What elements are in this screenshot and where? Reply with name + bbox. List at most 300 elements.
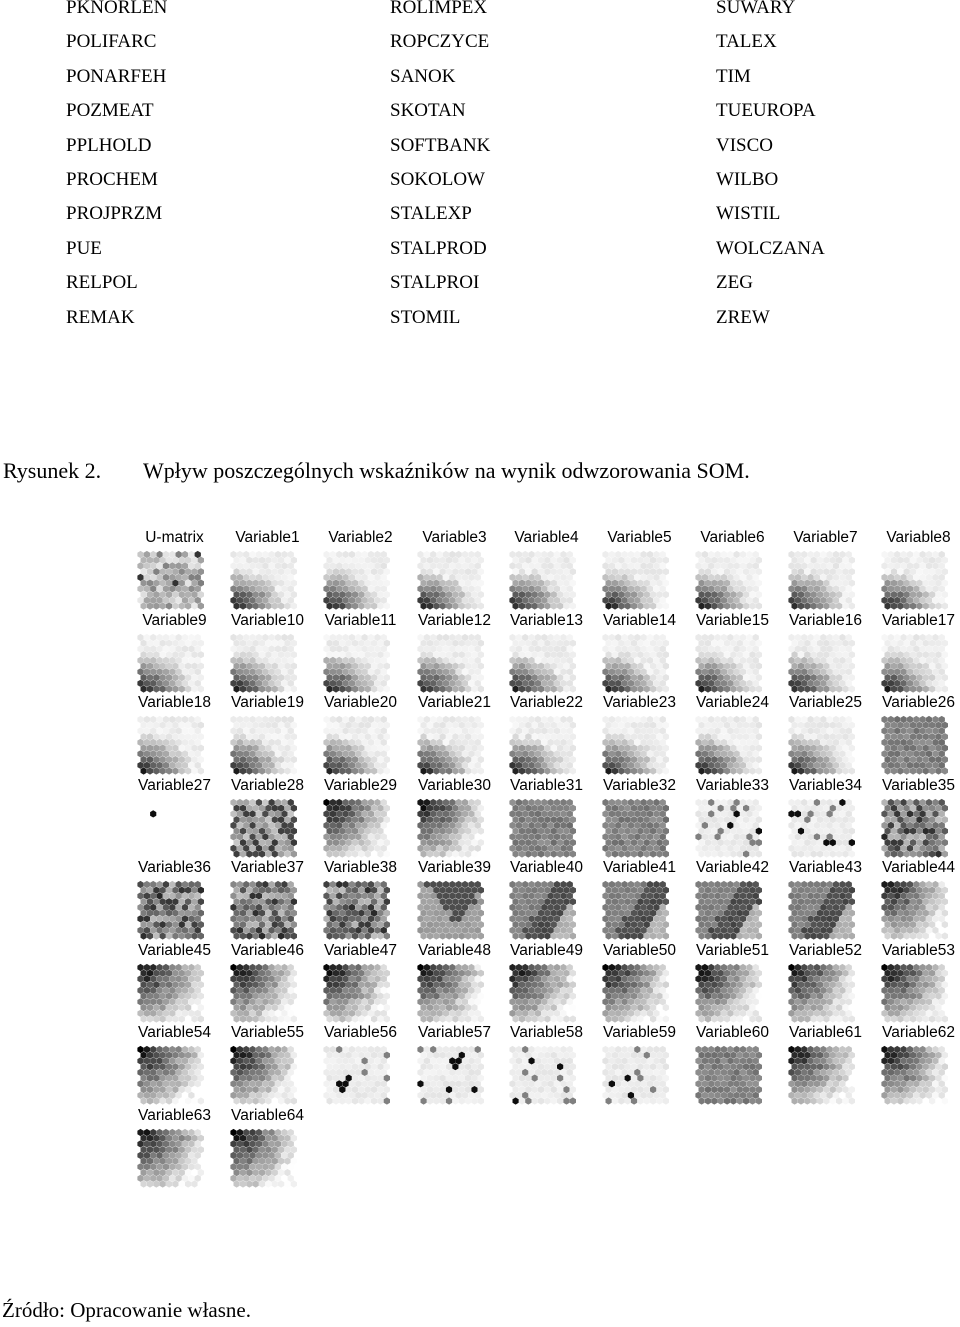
som-hex-cell bbox=[939, 657, 945, 664]
som-hex-cell bbox=[622, 727, 628, 734]
som-hex-cell bbox=[160, 887, 166, 894]
som-hex-cell bbox=[362, 657, 368, 664]
som-hex-cell bbox=[323, 927, 329, 934]
som-hex-cell bbox=[631, 557, 637, 564]
som-hex-cell bbox=[602, 551, 608, 558]
som-hex-cell bbox=[230, 927, 236, 934]
som-hex-cell bbox=[570, 640, 576, 647]
som-hex-cell bbox=[243, 551, 249, 558]
som-hex-cell bbox=[839, 762, 845, 769]
som-hex-cell bbox=[715, 762, 721, 769]
som-hex-cell bbox=[449, 668, 455, 675]
som-hex-cell bbox=[157, 634, 163, 641]
som-hex-cell bbox=[440, 674, 446, 681]
som-hex-cell bbox=[942, 580, 948, 587]
som-hex-cell bbox=[631, 932, 637, 939]
som-hex-cell bbox=[727, 585, 733, 592]
som-hex-cell bbox=[801, 739, 807, 746]
som-hex-cell bbox=[551, 685, 557, 692]
som-hex-cell bbox=[631, 733, 637, 740]
som-hex-cell bbox=[424, 892, 430, 899]
som-hex-cell bbox=[888, 645, 894, 652]
som-hex-cell bbox=[916, 816, 922, 823]
som-hex-cell bbox=[459, 932, 465, 939]
som-hex-cell bbox=[336, 585, 342, 592]
som-hex-cell bbox=[452, 591, 458, 598]
som-hex-cell bbox=[734, 668, 740, 675]
som-hex-cell bbox=[544, 828, 550, 835]
som-hex-cell bbox=[618, 921, 624, 928]
som-hex-cell bbox=[275, 1010, 281, 1017]
som-hex-cell bbox=[634, 915, 640, 922]
som-hex-cell bbox=[647, 799, 653, 806]
som-hex-cell bbox=[262, 762, 268, 769]
som-hex-cell bbox=[606, 932, 612, 939]
som-hex-cell bbox=[820, 762, 826, 769]
som-hex-cell bbox=[618, 828, 624, 835]
som-hex-cell bbox=[234, 898, 240, 905]
som-hex-cell bbox=[663, 767, 669, 774]
som-hex-cell bbox=[368, 998, 374, 1005]
som-hex-cell bbox=[462, 810, 468, 817]
som-hex-cell bbox=[191, 756, 197, 763]
som-hex-cell bbox=[365, 1004, 371, 1011]
som-hex-cell bbox=[846, 927, 852, 934]
som-hex-cell bbox=[727, 799, 733, 806]
som-hex-cell bbox=[650, 898, 656, 905]
som-hex-cell bbox=[336, 716, 342, 723]
som-hex-cell bbox=[462, 727, 468, 734]
som-hex-cell bbox=[753, 750, 759, 757]
som-hex-cell bbox=[381, 645, 387, 652]
som-hex-cell bbox=[377, 981, 383, 988]
som-hex-cell bbox=[198, 805, 204, 812]
som-hex-cell bbox=[262, 716, 268, 723]
som-hex-cell bbox=[541, 762, 547, 769]
som-hex-cell bbox=[702, 904, 708, 911]
som-hex-cell bbox=[157, 551, 163, 558]
som-hex-cell bbox=[833, 585, 839, 592]
som-hex-cell bbox=[535, 810, 541, 817]
som-hex-cell bbox=[756, 685, 762, 692]
som-hex-cell bbox=[734, 762, 740, 769]
som-hex-cell bbox=[708, 597, 714, 604]
som-hex-cell bbox=[746, 833, 752, 840]
som-hex-cell bbox=[753, 845, 759, 852]
som-hex-cell bbox=[897, 745, 903, 752]
som-hex-cell bbox=[141, 1004, 147, 1011]
som-hex-cell bbox=[144, 987, 150, 994]
som-hex-cell bbox=[798, 685, 804, 692]
som-hex-cell bbox=[544, 932, 550, 939]
som-hex-cell bbox=[281, 668, 287, 675]
som-hex-cell bbox=[663, 674, 669, 681]
som-hex-cell bbox=[695, 915, 701, 922]
som-hex-cell bbox=[269, 562, 275, 569]
som-hex-cell bbox=[509, 892, 515, 899]
som-hex-cell bbox=[920, 668, 926, 675]
som-hex-cell bbox=[842, 674, 848, 681]
som-hex-cell bbox=[440, 602, 446, 609]
som-hex-cell bbox=[374, 927, 380, 934]
som-panel bbox=[314, 942, 407, 1024]
som-hex-cell bbox=[240, 674, 246, 681]
som-hex-cell bbox=[932, 799, 938, 806]
som-hex-cell bbox=[362, 904, 368, 911]
som-hex-cell bbox=[198, 932, 204, 939]
som-hex-cell bbox=[663, 557, 669, 564]
som-hex-cell bbox=[660, 881, 666, 888]
som-hex-cell bbox=[327, 887, 333, 894]
som-hex-cell bbox=[259, 640, 265, 647]
som-hex-cell bbox=[157, 927, 163, 934]
som-hex-cell bbox=[904, 640, 910, 647]
som-hex-cell bbox=[663, 591, 669, 598]
som-hex-cell bbox=[166, 981, 172, 988]
som-hex-cell bbox=[519, 816, 525, 823]
som-hex-cell bbox=[904, 805, 910, 812]
som-hex-cell bbox=[163, 762, 169, 769]
som-hex-map bbox=[137, 964, 207, 1025]
som-hex-cell bbox=[836, 651, 842, 658]
som-hex-cell bbox=[440, 910, 446, 917]
som-hex-cell bbox=[259, 651, 265, 658]
som-hex-cell bbox=[920, 680, 926, 687]
som-panel bbox=[872, 529, 960, 611]
som-hex-cell bbox=[721, 585, 727, 592]
som-hex-cell bbox=[475, 927, 481, 934]
som-hex-cell bbox=[910, 722, 916, 729]
som-hex-cell bbox=[471, 887, 477, 894]
som-hex-cell bbox=[634, 750, 640, 757]
som-hex-cell bbox=[284, 839, 290, 846]
som-hex-cell bbox=[141, 651, 147, 658]
som-hex-cell bbox=[358, 993, 364, 1000]
som-hex-cell bbox=[281, 680, 287, 687]
som-hex-cell bbox=[842, 557, 848, 564]
som-hex-cell bbox=[814, 739, 820, 746]
som-hex-cell bbox=[452, 910, 458, 917]
som-hex-cell bbox=[535, 585, 541, 592]
som-hex-cell bbox=[433, 663, 439, 670]
som-hex-cell bbox=[284, 993, 290, 1000]
som-hex-cell bbox=[792, 839, 798, 846]
som-hex-cell bbox=[513, 557, 519, 564]
som-hex-cell bbox=[240, 663, 246, 670]
som-hex-cell bbox=[371, 805, 377, 812]
som-hex-cell bbox=[384, 580, 390, 587]
som-hex-cell bbox=[827, 551, 833, 558]
som-hex-cell bbox=[272, 756, 278, 763]
som-hex-cell bbox=[885, 568, 891, 575]
som-hex-cell bbox=[272, 651, 278, 658]
som-hex-cell bbox=[253, 767, 259, 774]
som-hex-cell bbox=[172, 932, 178, 939]
som-hex-cell bbox=[368, 822, 374, 829]
som-hex-cell bbox=[513, 767, 519, 774]
som-hex-cell bbox=[606, 685, 612, 692]
som-hex-cell bbox=[346, 591, 352, 598]
som-hex-cell bbox=[262, 657, 268, 664]
som-hex-cell bbox=[462, 927, 468, 934]
som-hex-cell bbox=[926, 634, 932, 641]
som-hex-cell bbox=[801, 585, 807, 592]
som-hex-cell bbox=[278, 828, 284, 835]
som-hex-cell bbox=[358, 981, 364, 988]
som-hex-cell bbox=[622, 562, 628, 569]
som-hex-cell bbox=[788, 822, 794, 829]
som-hex-cell bbox=[823, 557, 829, 564]
som-hex-cell bbox=[355, 822, 361, 829]
som-hex-cell bbox=[910, 674, 916, 681]
som-hex-cell bbox=[839, 727, 845, 734]
som-hex-cell bbox=[570, 591, 576, 598]
som-hex-cell bbox=[179, 816, 185, 823]
som-hex-cell bbox=[443, 904, 449, 911]
som-hex-cell bbox=[272, 1004, 278, 1011]
som-hex-cell bbox=[653, 634, 659, 641]
som-hex-cell bbox=[185, 993, 191, 1000]
som-hex-cell bbox=[570, 674, 576, 681]
som-hex-cell bbox=[695, 822, 701, 829]
som-hex-cell bbox=[913, 645, 919, 652]
som-hex-cell bbox=[462, 597, 468, 604]
som-hex-cell bbox=[230, 585, 236, 592]
som-hex-cell bbox=[910, 767, 916, 774]
som-hex-cell bbox=[522, 833, 528, 840]
som-hex-cell bbox=[570, 816, 576, 823]
som-hex-cell bbox=[641, 915, 647, 922]
som-hex-cell bbox=[634, 585, 640, 592]
som-hex-cell bbox=[176, 881, 182, 888]
som-hex-cell bbox=[881, 668, 887, 675]
som-hex-cell bbox=[427, 932, 433, 939]
som-hex-cell bbox=[188, 927, 194, 934]
som-hex-cell bbox=[913, 810, 919, 817]
som-hex-cell bbox=[327, 733, 333, 740]
som-hex-cell bbox=[804, 805, 810, 812]
som-hex-cell bbox=[557, 745, 563, 752]
som-hex-cell bbox=[281, 904, 287, 911]
company-name: ROLIMPEX bbox=[390, 0, 488, 18]
som-hex-cell bbox=[237, 762, 243, 769]
som-hex-cell bbox=[942, 828, 948, 835]
som-hex-cell bbox=[256, 833, 262, 840]
som-hex-cell bbox=[327, 1004, 333, 1011]
som-hex-cell bbox=[702, 634, 708, 641]
som-hex-cell bbox=[150, 680, 156, 687]
som-hex-cell bbox=[449, 750, 455, 757]
som-hex-cell bbox=[711, 663, 717, 670]
som-hex-cell bbox=[288, 810, 294, 817]
som-hex-cell bbox=[637, 910, 643, 917]
som-hex-cell bbox=[612, 733, 618, 740]
som-hex-cell bbox=[708, 727, 714, 734]
som-hex-cell bbox=[538, 828, 544, 835]
som-hex-cell bbox=[702, 562, 708, 569]
som-hex-cell bbox=[808, 904, 814, 911]
som-hex-cell bbox=[567, 645, 573, 652]
som-hex-cell bbox=[462, 657, 468, 664]
som-hex-cell bbox=[939, 927, 945, 934]
som-hex-cell bbox=[272, 557, 278, 564]
som-hex-cell bbox=[910, 932, 916, 939]
som-hex-cell bbox=[237, 904, 243, 911]
som-hex-cell bbox=[711, 674, 717, 681]
som-hex-cell bbox=[333, 816, 339, 823]
som-hex-cell bbox=[153, 993, 159, 1000]
som-hex-cell bbox=[358, 910, 364, 917]
som-hex-cell bbox=[894, 810, 900, 817]
som-hex-cell bbox=[904, 651, 910, 658]
som-hex-cell bbox=[904, 602, 910, 609]
som-hex-cell bbox=[737, 651, 743, 658]
som-hex-cell bbox=[272, 685, 278, 692]
som-hex-cell bbox=[150, 822, 156, 829]
som-hex-cell bbox=[820, 892, 826, 899]
som-hex-cell bbox=[897, 850, 903, 857]
som-hex-cell bbox=[468, 892, 474, 899]
som-hex-cell bbox=[743, 839, 749, 846]
som-hex-cell bbox=[355, 668, 361, 675]
som-hex-cell bbox=[724, 580, 730, 587]
som-hex-cell bbox=[513, 602, 519, 609]
som-hex-cell bbox=[811, 685, 817, 692]
som-hex-cell bbox=[708, 822, 714, 829]
som-hex-cell bbox=[541, 551, 547, 558]
som-hex-cell bbox=[281, 881, 287, 888]
som-hex-cell bbox=[433, 932, 439, 939]
som-hex-cell bbox=[475, 551, 481, 558]
som-hex-cell bbox=[901, 727, 907, 734]
som-hex-cell bbox=[702, 881, 708, 888]
som-hex-cell bbox=[817, 568, 823, 575]
som-hex-cell bbox=[615, 551, 621, 558]
som-hex-cell bbox=[172, 993, 178, 1000]
som-hex-cell bbox=[169, 585, 175, 592]
som-hex-cell bbox=[288, 799, 294, 806]
som-hex-cell bbox=[509, 822, 515, 829]
som-hex-cell bbox=[801, 562, 807, 569]
som-hex-map bbox=[695, 634, 765, 695]
som-hex-cell bbox=[346, 1004, 352, 1011]
som-hex-cell bbox=[330, 833, 336, 840]
som-hex-cell bbox=[522, 762, 528, 769]
som-hex-cell bbox=[535, 597, 541, 604]
som-hex-cell bbox=[894, 845, 900, 852]
som-hex-cell bbox=[885, 557, 891, 564]
som-hex-cell bbox=[923, 722, 929, 729]
som-hex-cell bbox=[563, 722, 569, 729]
som-hex-cell bbox=[265, 756, 271, 763]
som-hex-cell bbox=[465, 733, 471, 740]
som-hex-cell bbox=[471, 839, 477, 846]
som-hex-cell bbox=[746, 634, 752, 641]
som-hex-map bbox=[230, 551, 300, 612]
som-hex-cell bbox=[891, 651, 897, 658]
som-hex-cell bbox=[628, 727, 634, 734]
som-hex-cell bbox=[830, 756, 836, 763]
som-hex-cell bbox=[471, 921, 477, 928]
som-hex-cell bbox=[443, 645, 449, 652]
som-hex-cell bbox=[535, 657, 541, 664]
som-hex-cell bbox=[381, 585, 387, 592]
som-hex-cell bbox=[532, 568, 538, 575]
som-hex-cell bbox=[195, 799, 201, 806]
som-hex-cell bbox=[381, 987, 387, 994]
som-hex-cell bbox=[182, 927, 188, 934]
som-hex-cell bbox=[278, 805, 284, 812]
som-hex-cell bbox=[327, 910, 333, 917]
som-hex-cell bbox=[740, 762, 746, 769]
som-hex-cell bbox=[724, 850, 730, 857]
som-hex-cell bbox=[275, 597, 281, 604]
som-hex-cell bbox=[179, 970, 185, 977]
company-name: PROJPRZM bbox=[66, 203, 163, 225]
som-hex-cell bbox=[650, 722, 656, 729]
som-hex-cell bbox=[711, 591, 717, 598]
som-hex-cell bbox=[256, 716, 262, 723]
som-hex-cell bbox=[336, 833, 342, 840]
som-hex-cell bbox=[631, 745, 637, 752]
som-hex-cell bbox=[743, 921, 749, 928]
som-hex-cell bbox=[176, 727, 182, 734]
som-hex-cell bbox=[519, 663, 525, 670]
som-hex-cell bbox=[150, 927, 156, 934]
som-hex-cell bbox=[182, 998, 188, 1005]
som-hex-cell bbox=[137, 680, 143, 687]
som-hex-cell bbox=[284, 557, 290, 564]
som-hex-cell bbox=[250, 799, 256, 806]
som-hex-cell bbox=[272, 722, 278, 729]
som-hex-cell bbox=[746, 585, 752, 592]
som-hex-cell bbox=[538, 816, 544, 823]
som-hex-cell bbox=[509, 927, 515, 934]
som-hex-cell bbox=[288, 562, 294, 569]
som-hex-cell bbox=[365, 1015, 371, 1022]
som-hex-cell bbox=[374, 904, 380, 911]
som-hex-cell bbox=[160, 602, 166, 609]
som-hex-cell bbox=[823, 602, 829, 609]
som-hex-cell bbox=[516, 551, 522, 558]
som-hex-cell bbox=[195, 574, 201, 581]
som-hex-cell bbox=[468, 750, 474, 757]
som-hex-cell bbox=[150, 998, 156, 1005]
som-hex-cell bbox=[336, 1010, 342, 1017]
som-hex-cell bbox=[842, 745, 848, 752]
som-hex-cell bbox=[182, 750, 188, 757]
som-hex-cell bbox=[243, 892, 249, 899]
som-hex-cell bbox=[456, 964, 462, 971]
som-hex-cell bbox=[923, 685, 929, 692]
som-hex-cell bbox=[522, 904, 528, 911]
som-hex-cell bbox=[246, 651, 252, 658]
som-hex-cell bbox=[548, 799, 554, 806]
som-hex-cell bbox=[259, 993, 265, 1000]
som-hex-cell bbox=[169, 892, 175, 899]
som-hex-cell bbox=[384, 805, 390, 812]
som-hex-cell bbox=[339, 651, 345, 658]
som-hex-cell bbox=[734, 645, 740, 652]
som-hex-cell bbox=[284, 910, 290, 917]
som-hex-cell bbox=[179, 898, 185, 905]
som-hex-cell bbox=[430, 657, 436, 664]
som-hex-cell bbox=[172, 685, 178, 692]
som-hex-cell bbox=[926, 799, 932, 806]
som-hex-cell bbox=[849, 685, 855, 692]
som-hex-cell bbox=[278, 591, 284, 598]
som-hex-cell bbox=[904, 580, 910, 587]
